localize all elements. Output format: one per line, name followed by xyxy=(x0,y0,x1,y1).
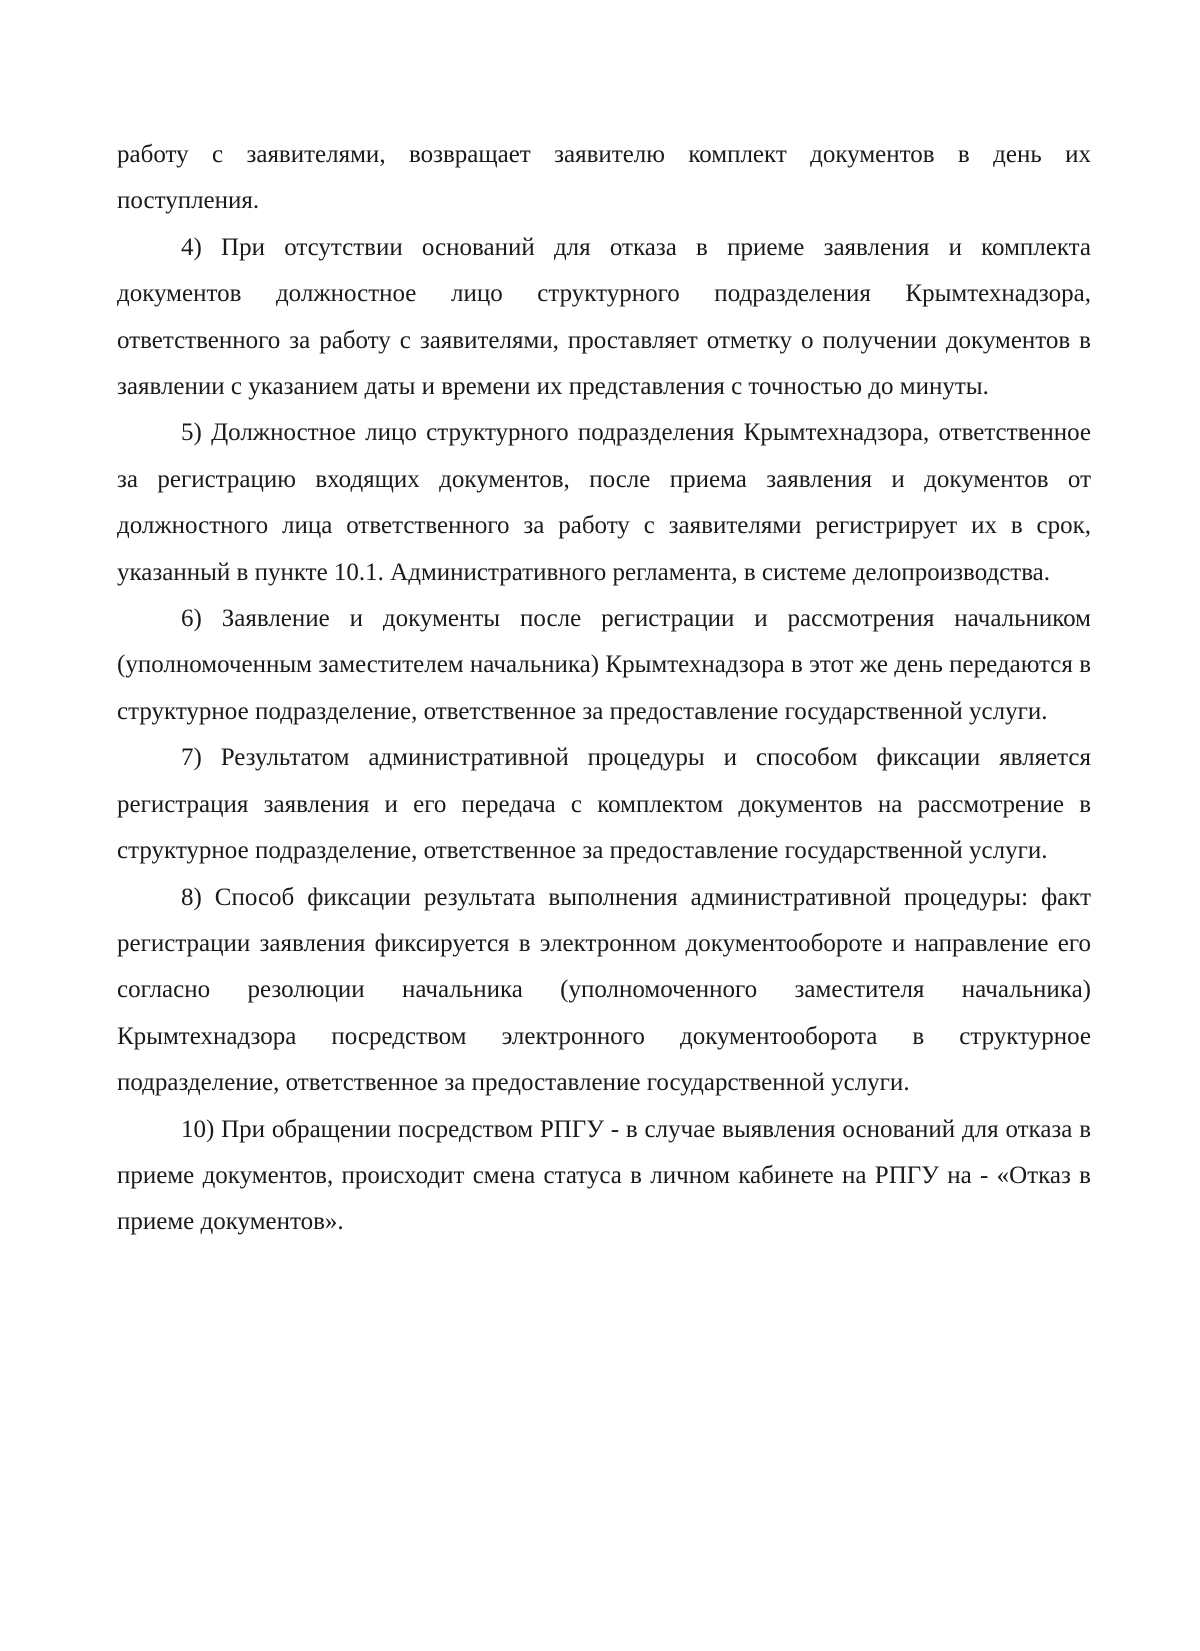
paragraph-item-10: 10) При обращении посредством РПГУ - в случае выявления оснований для отказа в приеме документов, происходит смена статуса в личном кабинете на РПГУ на - «Отказ в приеме документов». xyxy=(117,1115,1091,1236)
paragraph-item-4: 4) При отсутствии оснований для отказа в приеме заявления и комплекта документов должностное лицо структурного подразделения Крымтехнадзора, ответственного за работу с заявителями, проставляет отметку о получении документов в заявлении с указанием даты и времени их представления с точностью до минуты. xyxy=(117,233,1091,401)
paragraph-line: работу с заявителями, возвращает заявителю комплект документов в день их xyxy=(117,141,1091,168)
paragraph-line: поступления. xyxy=(117,187,260,215)
paragraph-item-8: 8) Способ фиксации результата выполнения административной процедуры: факт регистрации заявления фиксируется в электронном документообороте и направление его согласно резолюции начальника (уполномоченного заместителя начальника) Крымтехнадзора посредством электронного документооборота в структурное подразделение, ответственное за предоставление государственной услуги. xyxy=(117,883,1091,1097)
document-page xyxy=(117,132,1091,1246)
paragraph-continuation xyxy=(117,132,1091,225)
paragraph-item-7: 7) Результатом административной процедуры и способом фиксации является регистрация заявления и его передача с комплектом документов на рассмотрение в структурное подразделение, ответственное за предоставление государственной услуги. xyxy=(117,744,1091,865)
paragraph-item-6: 6) Заявление и документы после регистрации и рассмотрения начальником (уполномоченным заместителем начальника) Крымтехнадзора в этот же день передаются в структурное подразделение, ответственное за предоставление государственной услуги. xyxy=(117,605,1091,725)
paragraph-item-5: 5) Должностное лицо структурного подразделения Крымтехнадзора, ответственное за регистрацию входящих документов, после приема заявления и документов от должностного лица ответственного за работу с заявителями регистрирует их в срок, указанный в пункте 10.1. Административного регламента, в системе делопроизводства. xyxy=(117,419,1091,586)
